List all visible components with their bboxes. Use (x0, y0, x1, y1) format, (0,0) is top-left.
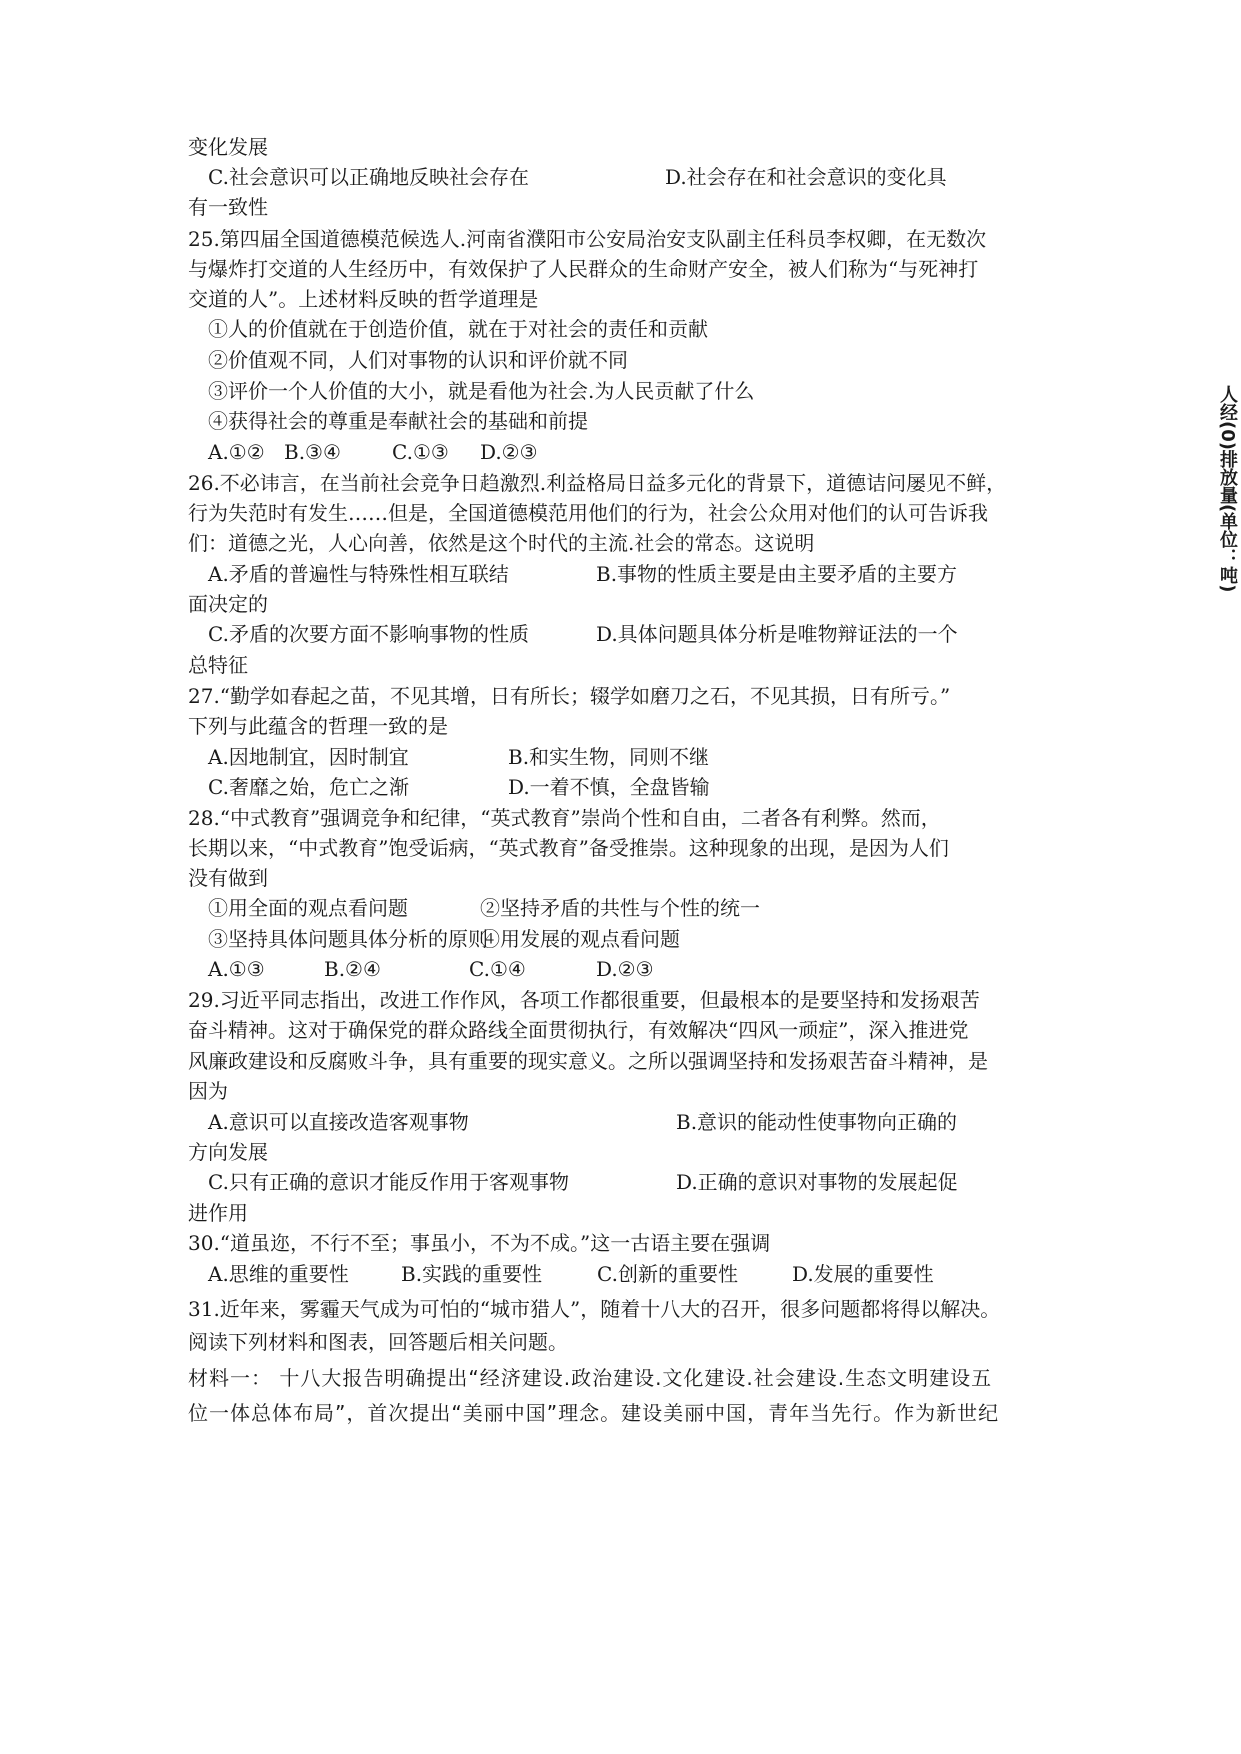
text-line: 们：道德之光，人心向善，依然是这个时代的主流.社会的常态。这说明 (188, 531, 815, 555)
option-d: D.具体问题具体分析是唯物辩证法的一个 (596, 622, 958, 646)
text-line: 变化发展 (188, 135, 268, 159)
option-row (188, 1165, 1068, 1199)
text-line: 有一致性 (188, 195, 268, 219)
text-line: 阅读下列材料和图表，回答题后相关问题。 (188, 1330, 568, 1354)
option-b: B.实践的重要性 (401, 1262, 543, 1286)
question-25: 25.第四届全国道德模范候选人.河南省濮阳市公安局治安支队副主任科员李权卿，在无数次 (188, 227, 987, 251)
option-d: D.正确的意识对事物的发展起促 (676, 1170, 958, 1194)
text-line: 进作用 (188, 1201, 248, 1225)
option-d: D.发展的重要性 (792, 1262, 934, 1286)
statement-2: ②价值观不同，人们对事物的认识和评价就不同 (208, 348, 628, 372)
statement-4: ④获得社会的尊重是奉献社会的基础和前提 (208, 409, 588, 433)
material-text: 位一体总体布局”，首次提出“美丽中国”理念。建设美丽中国，青年当先行。作为新世纪 (188, 1401, 1000, 1425)
question-29: 29.习近平同志指出，改进工作作风，各项工作都很重要，但最根本的是要坚持和发扬艰苦 (188, 988, 980, 1012)
statement-2: ②坚持矛盾的共性与个性的统一 (480, 896, 760, 920)
option-d: D.②③ (596, 957, 654, 981)
option-b: B.事物的性质主要是由主要矛盾的主要方 (596, 562, 958, 586)
statement-3: ③评价一个人价值的大小，就是看他为社会.为人民贡献了什么 (208, 379, 755, 403)
question-27: 27.“勤学如春起之苗，不见其增，日有所长；辍学如磨刀之石，不见其损，日有所亏。” (188, 684, 951, 708)
statement-1: ①人的价值就在于创造价值，就在于对社会的责任和贡献 (208, 317, 708, 341)
option-a: A.意识可以直接改造客观事物 (208, 1110, 469, 1134)
option-row (188, 1105, 1068, 1139)
option-d: D.②③ (480, 440, 538, 464)
chart-axis-label-fragment: 人经(0)排放量(单位：吨) (1217, 385, 1238, 593)
option-a: A.①② (208, 440, 265, 464)
option-a: A.①③ (208, 957, 265, 981)
question-31: 31.近年来，雾霾天气成为可怕的“城市猎人”，随着十八大的召开，很多问题都将得以解决。 (188, 1297, 1001, 1321)
text-line: 方向发展 (188, 1140, 268, 1164)
option-b: B.意识的能动性使事物向正确的 (676, 1110, 958, 1134)
text-line: 风廉政建设和反腐败斗争，具有重要的现实意义。之所以强调坚持和发扬艰苦奋斗精神，是 (188, 1049, 988, 1073)
question-26: 26.不必讳言，在当前社会竞争日趋激烈.利益格局日益多元化的背景下，道德诘问屡见不鲜， (188, 471, 1007, 495)
option-b: B.和实生物，同则不继 (508, 745, 710, 769)
text-line: 因为 (188, 1079, 228, 1103)
option-row (188, 557, 1068, 591)
option-c: C.矛盾的次要方面不影响事物的性质 (208, 622, 529, 646)
option-row (188, 1257, 1068, 1291)
text-line: 下列与此蕴含的哲理一致的是 (188, 714, 448, 738)
statement-3: ③坚持具体问题具体分析的原则 (208, 927, 488, 951)
statement-1: ①用全面的观点看问题 (208, 896, 408, 920)
option-row (188, 740, 1068, 774)
option-row (188, 617, 1068, 651)
text-line: 没有做到 (188, 866, 268, 890)
option-a: A.矛盾的普遍性与特殊性相互联结 (208, 562, 509, 586)
text-line: 交道的人”。上述材料反映的哲学道理是 (188, 287, 539, 311)
option-b: B.③④ (284, 440, 341, 464)
option-d: D.社会存在和社会意识的变化具 (665, 165, 947, 189)
material-text: 材料一： 十八大报告明确提出“经济建设.政治建设.文化建设.社会建设.生态文明建设五 (188, 1366, 993, 1390)
question-28: 28.“中式教育”强调竞争和纪律，“英式教育”崇尚个性和自由，二者各有利弊。然而， (188, 806, 941, 830)
statement-4: ④用发展的观点看问题 (480, 927, 680, 951)
option-row (188, 952, 1068, 986)
text-line: 总特征 (188, 653, 248, 677)
question-30: 30.“道虽迩，不行不至；事虽小，不为不成。”这一古语主要在强调 (188, 1231, 771, 1255)
option-row (188, 160, 1068, 194)
statement-row (188, 891, 1068, 925)
text-line: 长期以来，“中式教育”饱受诟病，“英式教育”备受推崇。这种现象的出现，是因为人们 (188, 836, 949, 860)
option-c: C.社会意识可以正确地反映社会存在 (208, 165, 529, 189)
statement-row (188, 922, 1068, 956)
option-c: C.创新的重要性 (597, 1262, 738, 1286)
option-c: C.①③ (392, 440, 449, 464)
text-line: 与爆炸打交道的人生经历中，有效保护了人民群众的生命财产安全，被人们称为“与死神打 (188, 257, 979, 281)
text-line: 行为失范时有发生……但是，全国道德模范用他们的行为，社会公众用对他们的认可告诉我 (188, 501, 988, 525)
option-c: C.只有正确的意识才能反作用于客观事物 (208, 1170, 569, 1194)
option-c: C.①④ (469, 957, 526, 981)
option-c: C.奢靡之始，危亡之渐 (208, 775, 409, 799)
option-row (188, 435, 1068, 469)
option-row (188, 770, 1068, 804)
text-line: 面决定的 (188, 592, 268, 616)
text-line: 奋斗精神。这对于确保党的群众路线全面贯彻执行，有效解决“四风一顽症”，深入推进党 (188, 1018, 969, 1042)
option-a: A.因地制宜，因时制宜 (208, 745, 409, 769)
option-d: D.一着不慎，全盘皆输 (508, 775, 710, 799)
option-b: B.②④ (324, 957, 381, 981)
option-a: A.思维的重要性 (208, 1262, 349, 1286)
